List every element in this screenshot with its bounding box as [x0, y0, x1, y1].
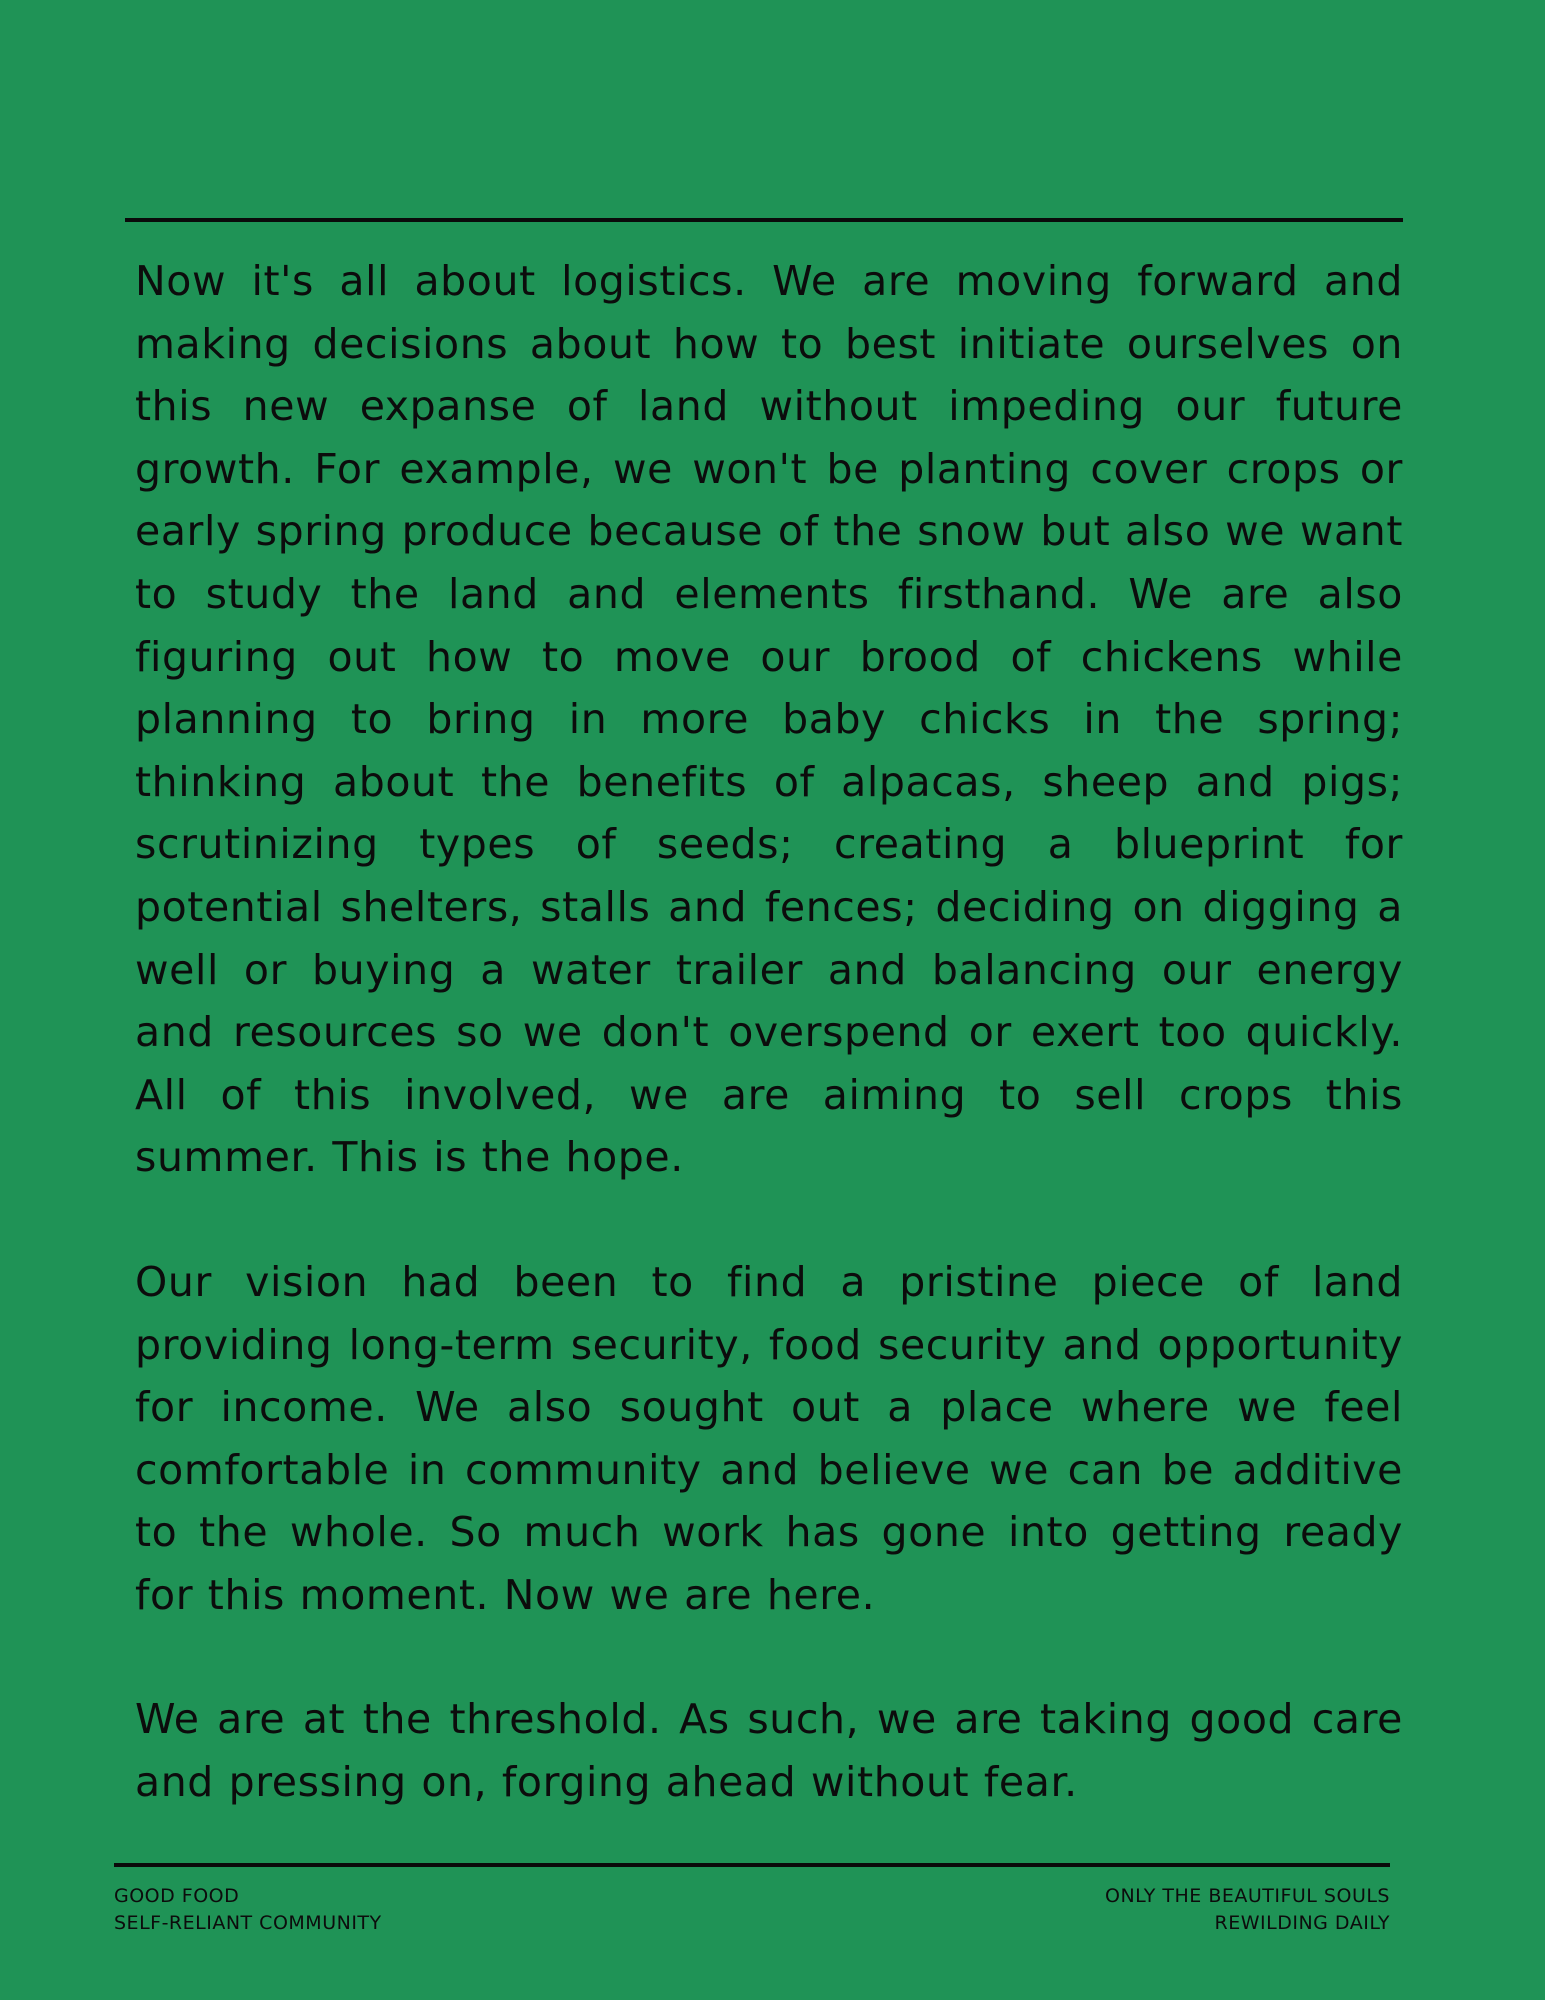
- bottom-divider: [114, 1863, 1390, 1867]
- article-body: [135, 250, 1403, 1814]
- top-divider: [125, 218, 1403, 222]
- paragraph-threshold: We are at the threshold. As such, we are taking good care and pressing on, forging ahead without fear.: [135, 1695, 1403, 1807]
- footer-right: [1105, 1883, 1390, 1937]
- paragraph-logistics: Now it's all about logistics. We are moving forward and making decisions about how to best initiate ourselves on this new expanse of land without impeding our future growth. For example, we won't be planting cover crops or early spring produce because of the snow but also we want to study the land and elements firsthand. We are also figuring out how to move our brood of chickens while planning to bring in more baby chicks in the spring; thinking about the benefits of alpacas, sheep and pigs; scrutinizing types of seeds; creating a blueprint for potential shelters, stalls and fences; deciding on digging a well or buying a water trailer and balancing our energy and resources so we don't overspend or exert too quickly. All of this involved, we are aiming to sell crops this summer. This is the hope.: [135, 257, 1403, 1182]
- footer-right-line-1: ONLY THE BEAUTIFUL SOULS: [1105, 1885, 1390, 1907]
- footer-left-line-1: GOOD FOOD: [114, 1885, 240, 1907]
- footer-left-line-2: SELF-RELIANT COMMUNITY: [114, 1912, 382, 1934]
- paragraph-vision: Our vision had been to find a pristine piece of land providing long-term security, food security and opportunity for income. We also sought out a place where we feel comfortable in community and believe we can be additive to the whole. So much work has gone into getting ready for this moment. Now we are here.: [135, 1257, 1403, 1619]
- footer-left: [114, 1883, 382, 1937]
- footer-right-line-2: REWILDING DAILY: [1214, 1912, 1390, 1934]
